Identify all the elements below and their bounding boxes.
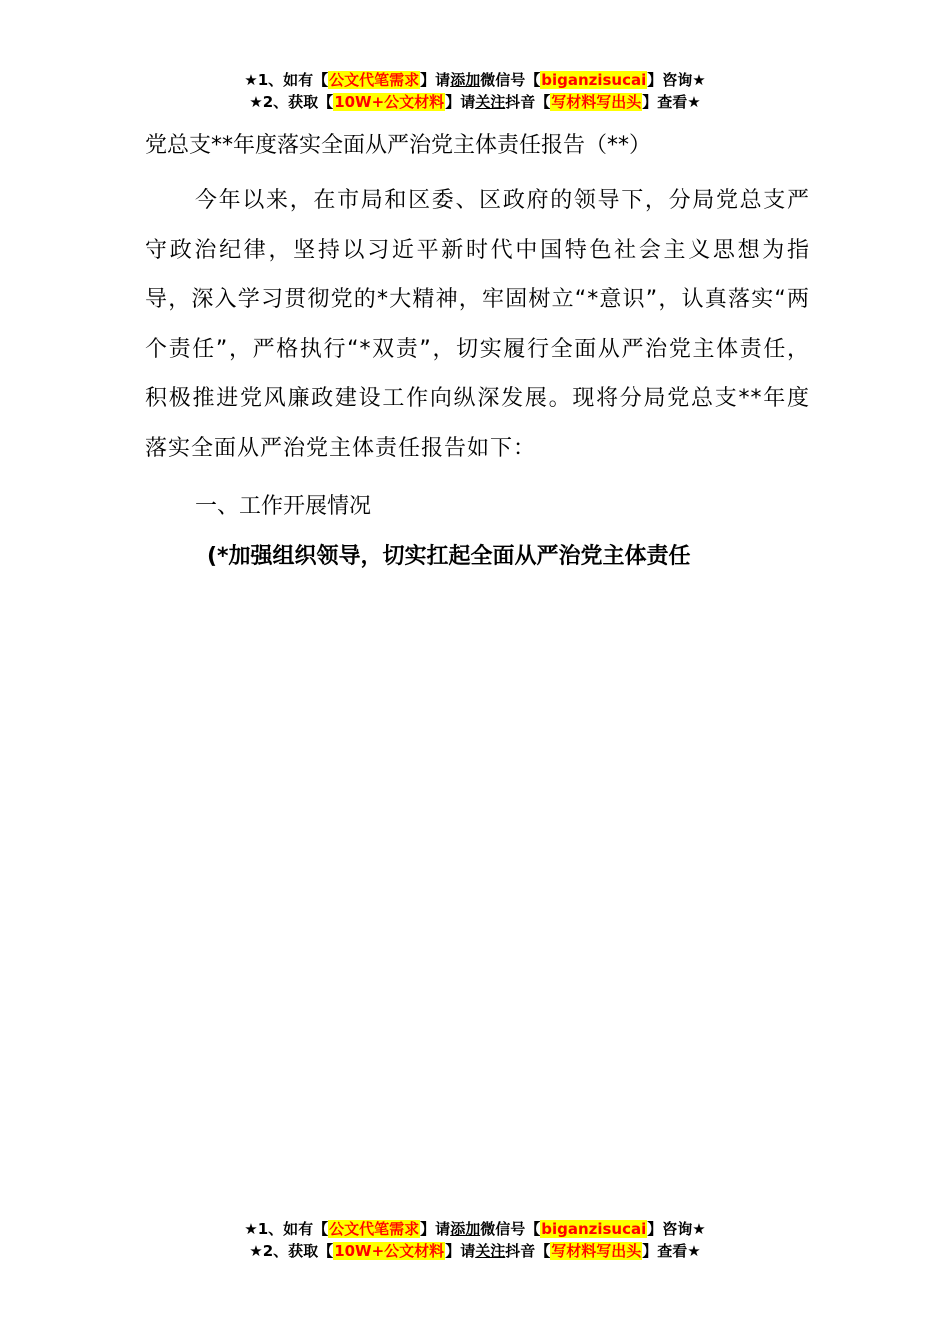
section-heading: 一、工作开展情况 <box>195 494 372 519</box>
intro-paragraph: 今年以来，在市局和区委、区政府的领导下，分局党总支严守政治纪律，坚持以习近平新时代中国特色社会主义思想为指导，深入学习贯彻党的*大精神，牢固树立“*意识”，认真落实“两个责任”，严格执行“*双责”，切实履行全面从严治党主体责任，积极推进党风廉政建设工作向纵深发展。现将分局党总支**年度落实全面从严治党主体责任报告如下： <box>145 188 810 461</box>
banner-text: 】请 <box>445 1242 476 1260</box>
header-banner <box>0 69 950 113</box>
banner-highlight-service: 公文代笔需求 <box>329 71 420 89</box>
banner-text: ★2、获取【 <box>249 93 334 111</box>
banner-text: ★1、如有【 <box>244 71 329 89</box>
banner-text: 微信号【 <box>480 1220 541 1238</box>
banner-text: 】咨询★ <box>647 71 706 89</box>
document-body <box>145 130 810 573</box>
banner-text: 】查看★ <box>642 1242 701 1260</box>
banner-highlight-service: 公文代笔需求 <box>329 1220 420 1238</box>
banner-highlight-douyin-id: 写材料写出头 <box>551 1242 642 1260</box>
footer-banner <box>0 1218 950 1262</box>
banner-text: 】查看★ <box>642 93 701 111</box>
sub-section-heading: (*加强组织领导，切实扛起全面从严治党主体责任 <box>207 544 691 569</box>
banner-text: ★2、获取【 <box>249 1242 334 1260</box>
banner-line-2 <box>0 91 950 113</box>
banner-highlight-materials: 10W+公文材料 <box>334 93 445 111</box>
banner-line-1 <box>0 69 950 91</box>
banner-underlined-text: 关注 <box>475 1242 506 1260</box>
banner-text: 抖音【 <box>505 1242 551 1260</box>
banner-line-2 <box>0 1240 950 1262</box>
banner-highlight-wechat-id: biganzisucai <box>541 71 647 89</box>
banner-text: 】请 <box>420 1220 451 1238</box>
document-title: 党总支**年度落实全面从严治党主体责任报告（**） <box>145 133 652 158</box>
banner-text: 】请 <box>445 93 476 111</box>
banner-text: 】请 <box>420 71 451 89</box>
banner-line-1 <box>0 1218 950 1240</box>
banner-underlined-text: 关注 <box>475 93 506 111</box>
banner-underlined-text: 添加 <box>450 71 481 89</box>
banner-text: 】咨询★ <box>647 1220 706 1238</box>
banner-highlight-douyin-id: 写材料写出头 <box>551 93 642 111</box>
banner-text: 抖音【 <box>505 93 551 111</box>
banner-underlined-text: 添加 <box>450 1220 481 1238</box>
banner-text: ★1、如有【 <box>244 1220 329 1238</box>
banner-highlight-materials: 10W+公文材料 <box>334 1242 445 1260</box>
banner-highlight-wechat-id: biganzisucai <box>541 1220 647 1238</box>
banner-text: 微信号【 <box>480 71 541 89</box>
